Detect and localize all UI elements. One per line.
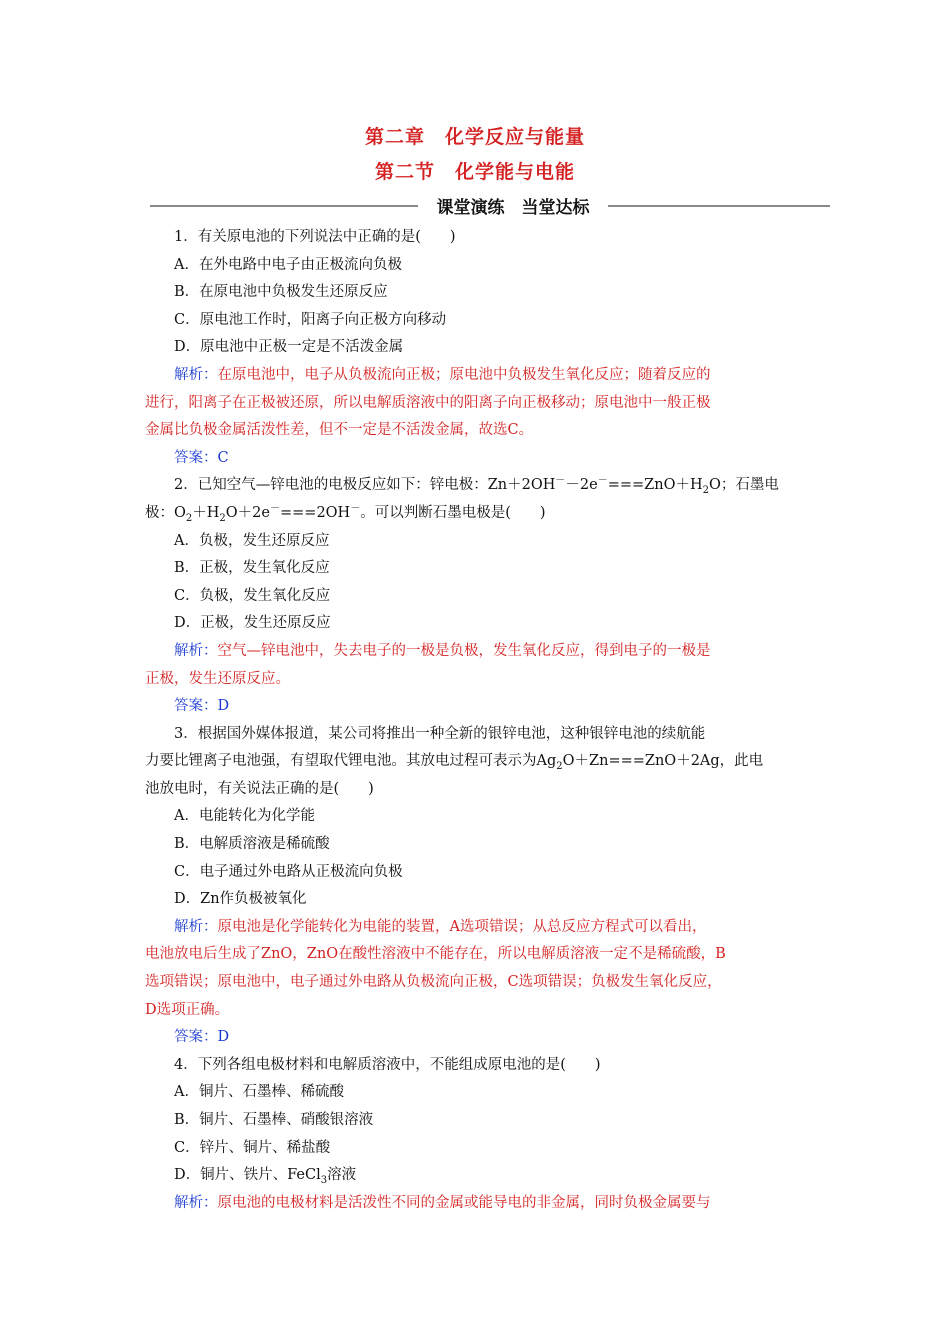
q1-stem: 1．有关原电池的下列说法中正确的是( ) xyxy=(174,229,456,245)
q4-option-d-text: 溶液 xyxy=(327,1167,357,1184)
q3-stem-line xyxy=(145,748,810,776)
q3-analysis-line: D选项正确。 xyxy=(145,1001,230,1018)
answer-label: 答案： xyxy=(174,698,218,715)
q2-stem-text: ===ZnO＋H xyxy=(607,477,703,494)
analysis-label: 解析： xyxy=(174,366,218,383)
banner-rule-right xyxy=(608,205,830,207)
q2-stem-text: ＋H xyxy=(192,504,220,521)
subscript: 2 xyxy=(219,512,226,524)
q2-option-b: B．正极，发生氧化反应 xyxy=(174,560,330,577)
analysis-label: 解析： xyxy=(174,918,218,935)
q2-option-a: A．负极，发生还原反应 xyxy=(174,532,330,549)
banner-text: 课堂演练 当堂达标 xyxy=(436,198,590,218)
q2-stem-text: －2e xyxy=(565,477,598,494)
q2-analysis-text: 空气—锌电池中，失去电子的一极是负极，发生氧化反应，得到电子的一极是 xyxy=(217,642,711,659)
q1-analysis-line: 金属比负极金属活泼性差，但不一定是不活泼金属，故选C。 xyxy=(145,422,534,439)
q2-stem-text: 。可以判断石墨电极是( ) xyxy=(360,504,546,521)
q1-option-a: A．在外电路中电子由正极流向负极 xyxy=(174,256,402,273)
q1-analysis-line: 进行，阳离子在正极被还原，所以电解质溶液中的阳离子向正极移动；原电池中一般正极 xyxy=(145,394,711,411)
q3-option-c: C．电子通过外电路从正极流向负极 xyxy=(174,863,403,880)
q2-stem-text: O；石墨电 xyxy=(709,477,779,494)
q1-analysis-text: 在原电池中，电子从负极流向正极；原电池中负极发生氧化反应；随着反应的 xyxy=(217,366,711,383)
q4-stem: 4．下列各组电极材料和电解质溶液中，不能组成原电池的是( ) xyxy=(174,1056,601,1073)
q2-stem-line xyxy=(145,500,810,528)
superscript: － xyxy=(270,503,280,515)
question-list xyxy=(145,224,810,1217)
q3-option-a: A．电能转化为化学能 xyxy=(174,808,315,825)
q3-stem-text: 力要比锂离子电池强，有望取代锂电池。其放电过程可表示为Ag xyxy=(145,753,557,770)
q1-analysis-line xyxy=(145,362,810,390)
q3-analysis-line xyxy=(145,914,810,942)
banner-rule-left xyxy=(150,205,418,207)
q3-option-b: B．电解质溶液是稀硫酸 xyxy=(174,836,330,853)
q2-option-d: D．正极，发生还原反应 xyxy=(174,615,331,632)
section-banner xyxy=(150,193,830,219)
q3-stem-text: O＋Zn===ZnO＋2Ag，此电 xyxy=(562,753,764,770)
q2-stem-text: 2．已知空气—锌电池的电极反应如下：锌电极：Zn＋2OH xyxy=(174,477,556,494)
q2-analysis-line xyxy=(145,638,810,666)
q3-stem-line: 池放电时，有关说法正确的是( ) xyxy=(145,780,374,797)
analysis-label: 解析： xyxy=(174,1194,218,1211)
q4-option-a: A．铜片、石墨棒、稀硫酸 xyxy=(174,1084,344,1101)
q2-analysis-line: 正极，发生还原反应。 xyxy=(145,670,290,687)
q4-option-d-text: D．铜片、铁片、FeCl xyxy=(174,1167,321,1184)
q3-analysis-line: 选项错误；原电池中，电子通过外电路从负极流向正极，C选项错误；负极发生氧化反应， xyxy=(145,974,722,991)
q4-option-b: B．铜片、石墨棒、硝酸银溶液 xyxy=(174,1112,374,1128)
q2-option-c: C．负极，发生氧化反应 xyxy=(174,587,331,604)
q4-option-d xyxy=(145,1162,810,1190)
q3-answer xyxy=(145,1024,810,1052)
q2-stem-text: 极：O xyxy=(145,504,186,521)
q2-stem-text: ===2OH xyxy=(280,504,351,521)
section-title: 第二节 化学能与电能 xyxy=(374,161,575,183)
q1-option-c: C．原电池工作时，阳离子向正极方向移动 xyxy=(174,311,447,328)
q4-analysis-text: 原电池的电极材料是活泼性不同的金属或能导电的非金属，同时负极金属要与 xyxy=(217,1194,711,1211)
q1-answer xyxy=(145,445,810,473)
q2-answer-value: D xyxy=(217,698,230,715)
q2-stem-text: O＋2e xyxy=(225,504,270,521)
q2-stem-line xyxy=(145,472,810,500)
q3-option-d: D．Zn作负极被氧化 xyxy=(174,891,307,908)
q1-option-d: D．原电池中正极一定是不活泼金属 xyxy=(174,339,404,356)
answer-label: 答案： xyxy=(174,1029,218,1046)
superscript: － xyxy=(597,475,608,487)
q1-answer-value: C xyxy=(217,449,229,466)
chapter-title: 第二章 化学反应与能量 xyxy=(364,126,585,148)
q4-analysis-line xyxy=(145,1190,810,1218)
superscript: － xyxy=(350,503,361,515)
subscript: 2 xyxy=(702,485,709,497)
q3-answer-value: D xyxy=(217,1029,230,1046)
q3-analysis-line: 电池放电后生成了ZnO，ZnO在酸性溶液中不能存在，所以电解质溶液一定不是稀硫酸，B xyxy=(145,946,726,963)
answer-label: 答案： xyxy=(174,449,218,466)
subscript: 3 xyxy=(320,1175,328,1187)
q3-stem-line: 3．根据国外媒体报道，某公司将推出一种全新的银锌电池，这种银锌电池的续航能 xyxy=(174,725,706,742)
q1-option-b: B．在原电池中负极发生还原反应 xyxy=(174,284,388,301)
q2-answer xyxy=(145,693,810,721)
superscript: － xyxy=(555,475,566,487)
q4-option-c: C．锌片、铜片、稀盐酸 xyxy=(174,1139,331,1156)
subscript: 2 xyxy=(185,512,193,524)
subscript: 2 xyxy=(556,761,563,773)
q3-analysis-text: 原电池是化学能转化为电能的装置，A选项错误；从总反应方程式可以看出， xyxy=(217,918,707,935)
analysis-label: 解析： xyxy=(174,642,218,659)
